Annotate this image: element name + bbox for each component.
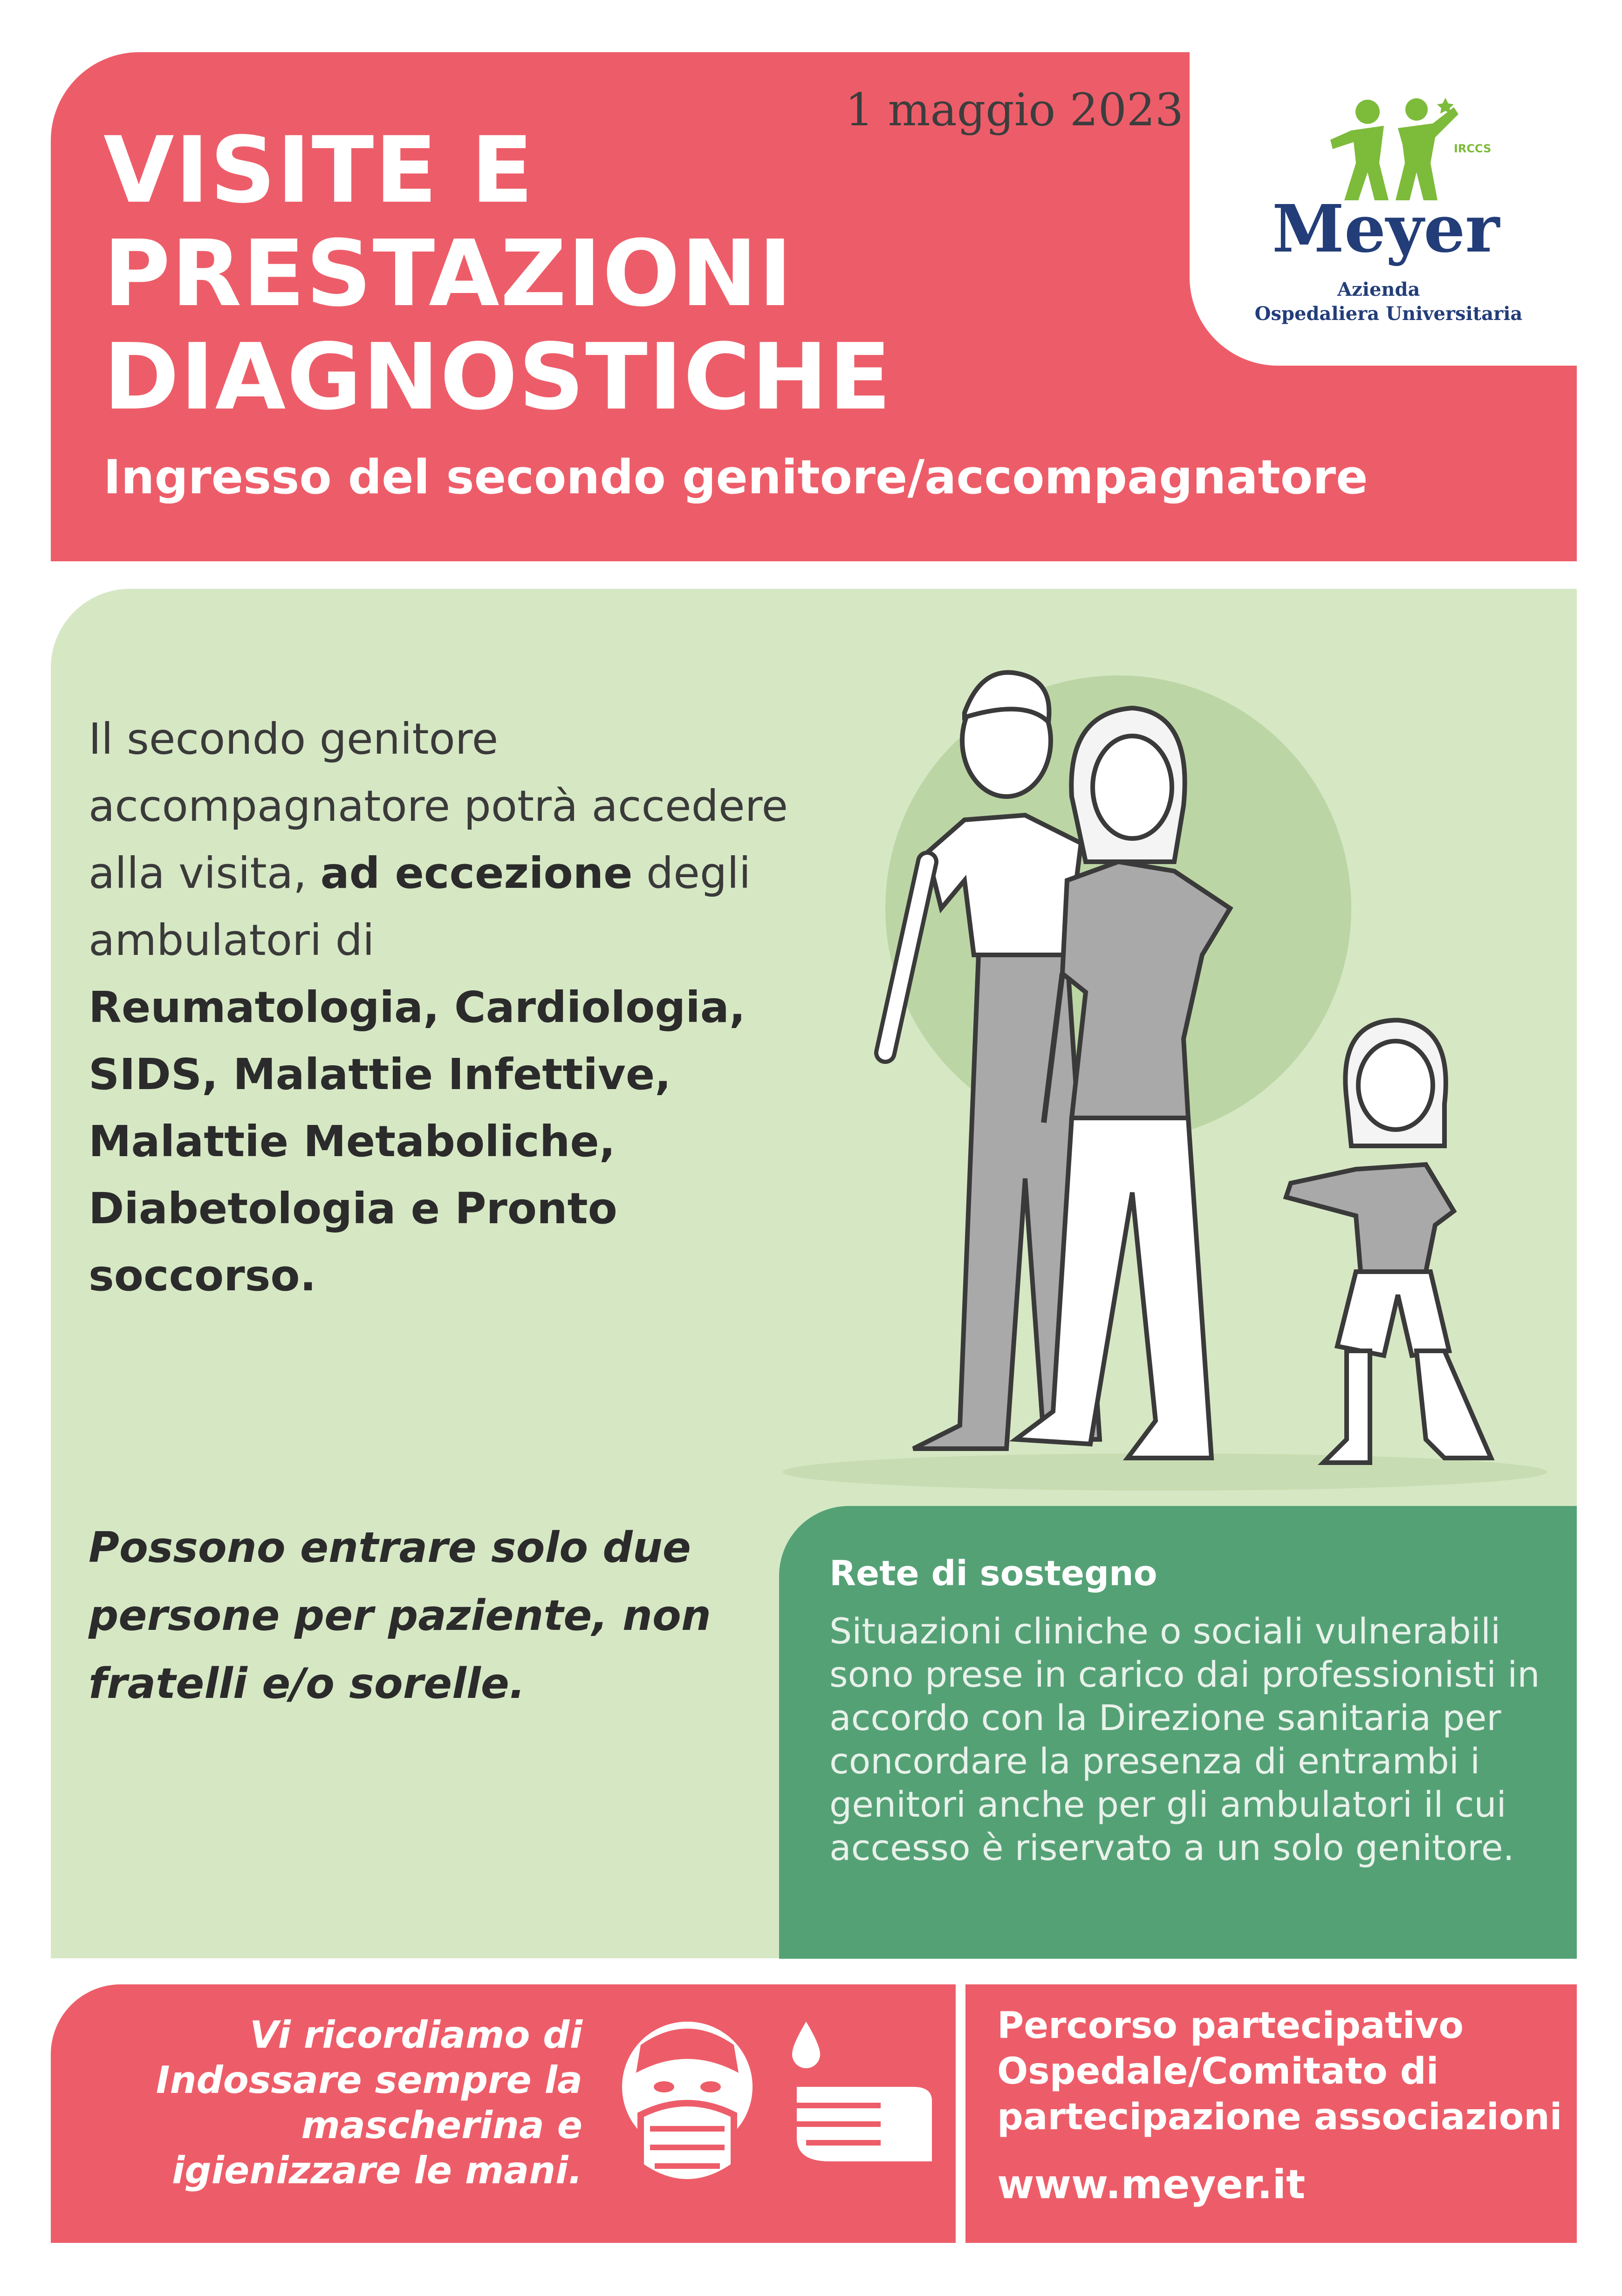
page-title xyxy=(103,119,892,429)
title-line-1: VISITE E xyxy=(103,117,534,224)
title-line-2: PRESTAZIONI xyxy=(103,221,794,327)
title-line-3: DIAGNOSTICHE xyxy=(103,324,892,430)
meyer-children-logo-icon xyxy=(1323,93,1463,205)
hygiene-reminder: Vi ricordiamo di Indossare sempre la mascherina e igienizzare le mani. xyxy=(156,2013,582,2192)
logo-irccs: IRCCS xyxy=(1454,142,1492,155)
face-mask-icon xyxy=(617,2017,757,2199)
page-subtitle: Ingresso del secondo genitore/accompagnatore xyxy=(103,450,1368,504)
logo-line-1: Azienda xyxy=(1337,279,1420,300)
child-figure xyxy=(1286,1020,1491,1463)
logo-name: Meyer xyxy=(1272,191,1500,267)
departments: Reumatologia, Cardiologia, SIDS, Malattie Infettive, Malattie Metaboliche, Diabetologia e Pronto soccorso. xyxy=(89,982,746,1301)
intro-part-1: Il secondo genitore accompagnatore potrà accedere alla visita, xyxy=(89,714,788,898)
intro-text xyxy=(89,706,806,1309)
hand-sanitizer-icon xyxy=(787,2022,941,2171)
logo-line-2: Ospedaliera Universitaria xyxy=(1254,303,1523,325)
intro-paragraph xyxy=(89,706,806,974)
intro-part-3: degli ambulatori di xyxy=(89,848,751,965)
support-body: Situazioni cliniche o sociali vulnerabili sono prese in carico dai professionisti in accordo con la Direzione sanitaria per concordare la presenza di entrambi i genitori anche per gli ambulatori il cui accesso è riservato a un solo genitore. xyxy=(829,1610,1540,1868)
family-illustration xyxy=(764,620,1561,1505)
department-list xyxy=(89,974,806,1309)
support-title: Rete di sostegno xyxy=(829,1553,1157,1594)
visitor-limit-notice: Possono entrare solo due persone per paziente, non fratelli e/o sorelle. xyxy=(89,1523,711,1708)
intro-exception: ad eccezione xyxy=(320,848,633,898)
website-link[interactable]: www.meyer.it xyxy=(997,2161,1306,2208)
publication-date: 1 maggio 2023 xyxy=(845,84,1184,136)
participation-program: Percorso partecipativo Ospedale/Comitato di partecipazione associazioni xyxy=(997,2005,1562,2138)
